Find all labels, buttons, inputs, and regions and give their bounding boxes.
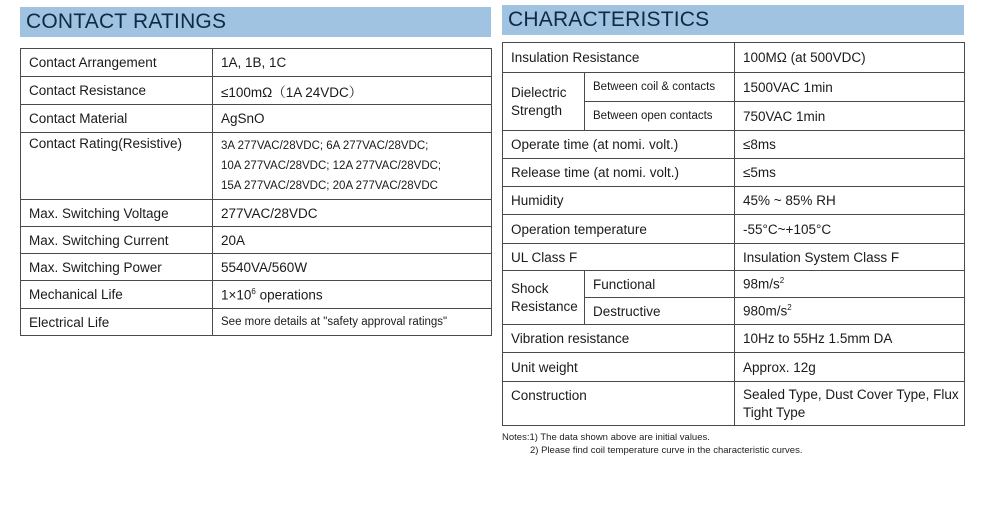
- row-label: Mechanical Life: [21, 281, 213, 309]
- row-label: Vibration resistance: [503, 325, 735, 353]
- row-label: Construction: [503, 382, 735, 426]
- row-value: See more details at "safety approval ratings": [213, 309, 492, 336]
- row-value: ≤8ms: [735, 131, 965, 159]
- characteristics-title: CHARACTERISTICS: [502, 5, 964, 35]
- value-exponent: 2: [779, 276, 785, 286]
- row-value: [735, 298, 965, 325]
- row-label: Max. Switching Power: [21, 254, 213, 281]
- note-line: Notes:1) The data shown above are initial values.: [502, 432, 710, 443]
- value-text: 980m/s: [743, 303, 788, 319]
- table-row: [21, 309, 492, 336]
- table-row: [503, 159, 965, 187]
- row-value: [213, 133, 492, 200]
- row-sublabel: Between open contacts: [585, 102, 735, 131]
- row-value: 5540VA/560W: [213, 254, 492, 281]
- notes: [502, 431, 802, 457]
- row-value: 1500VAC 1min: [735, 73, 965, 102]
- row-label: UL Class F: [503, 244, 735, 271]
- table-row: [21, 133, 492, 200]
- row-label: Contact Resistance: [21, 77, 213, 105]
- row-value: 277VAC/28VDC: [213, 200, 492, 227]
- table-row: [21, 105, 492, 133]
- row-value: 1A, 1B, 1C: [213, 49, 492, 77]
- row-label: Insulation Resistance: [503, 43, 735, 73]
- row-label: Humidity: [503, 187, 735, 215]
- table-row: [503, 187, 965, 215]
- row-label: Max. Switching Voltage: [21, 200, 213, 227]
- table-row: [503, 353, 965, 382]
- row-value: 20A: [213, 227, 492, 254]
- row-value: -55°C~+105°C: [735, 215, 965, 244]
- table-row: [21, 254, 492, 281]
- row-label: Operate time (at nomi. volt.): [503, 131, 735, 159]
- contact-ratings-title: CONTACT RATINGS: [20, 7, 491, 37]
- row-sublabel: Between coil & contacts: [585, 73, 735, 102]
- row-value: ≤5ms: [735, 159, 965, 187]
- row-label: Unit weight: [503, 353, 735, 382]
- value-text: operations: [255, 287, 323, 303]
- value-text: 98m/s: [743, 276, 780, 292]
- row-value: 100MΩ (at 500VDC): [735, 43, 965, 73]
- table-row: [21, 77, 492, 105]
- table-row: [21, 281, 492, 309]
- table-row: [503, 382, 965, 426]
- row-label: Contact Arrangement: [21, 49, 213, 77]
- table-row: [503, 325, 965, 353]
- table-row: [503, 271, 965, 298]
- row-value: Approx. 12g: [735, 353, 965, 382]
- row-label: Contact Rating(Resistive): [21, 133, 213, 200]
- row-value: 750VAC 1min: [735, 102, 965, 131]
- note-line: 2) Please find coil temperature curve in the characteristic curves.: [530, 445, 803, 456]
- table-row: [503, 131, 965, 159]
- shock-label: Shock Resistance: [503, 271, 585, 325]
- row-sublabel: Destructive: [585, 298, 735, 325]
- value-text: 1×10: [221, 287, 252, 303]
- row-value: 45% ~ 85% RH: [735, 187, 965, 215]
- table-row: [503, 244, 965, 271]
- row-label: Contact Material: [21, 105, 213, 133]
- rating-line: 15A 277VAC/28VDC; 20A 277VAC/28VDC: [221, 180, 438, 192]
- row-value: AgSnO: [213, 105, 492, 133]
- table-row: [21, 227, 492, 254]
- row-value: ≤100mΩ（1A 24VDC）: [213, 77, 492, 105]
- table-row: [503, 73, 965, 102]
- table-row: [21, 200, 492, 227]
- row-label: Electrical Life: [21, 309, 213, 336]
- row-label: Release time (at nomi. volt.): [503, 159, 735, 187]
- row-label: Operation temperature: [503, 215, 735, 244]
- dielectric-label: Dielectric Strength: [503, 73, 585, 131]
- row-value: Insulation System Class F: [735, 244, 965, 271]
- rating-line: 3A 277VAC/28VDC; 6A 277VAC/28VDC;: [221, 140, 429, 152]
- contact-ratings-table: [20, 48, 492, 336]
- row-value: [213, 281, 492, 309]
- value-exponent: 6: [251, 286, 256, 296]
- row-value: [735, 271, 965, 298]
- table-row: [503, 215, 965, 244]
- row-label: Max. Switching Current: [21, 227, 213, 254]
- value-exponent: 2: [787, 303, 792, 313]
- table-row: [503, 43, 965, 73]
- rating-line: 10A 277VAC/28VDC; 12A 277VAC/28VDC;: [221, 160, 442, 172]
- characteristics-table: [502, 42, 965, 426]
- row-sublabel: Functional: [585, 271, 735, 298]
- row-value: Sealed Type, Dust Cover Type, Flux Tight Type: [735, 382, 965, 426]
- table-row: [21, 49, 492, 77]
- row-value: 10Hz to 55Hz 1.5mm DA: [735, 325, 965, 353]
